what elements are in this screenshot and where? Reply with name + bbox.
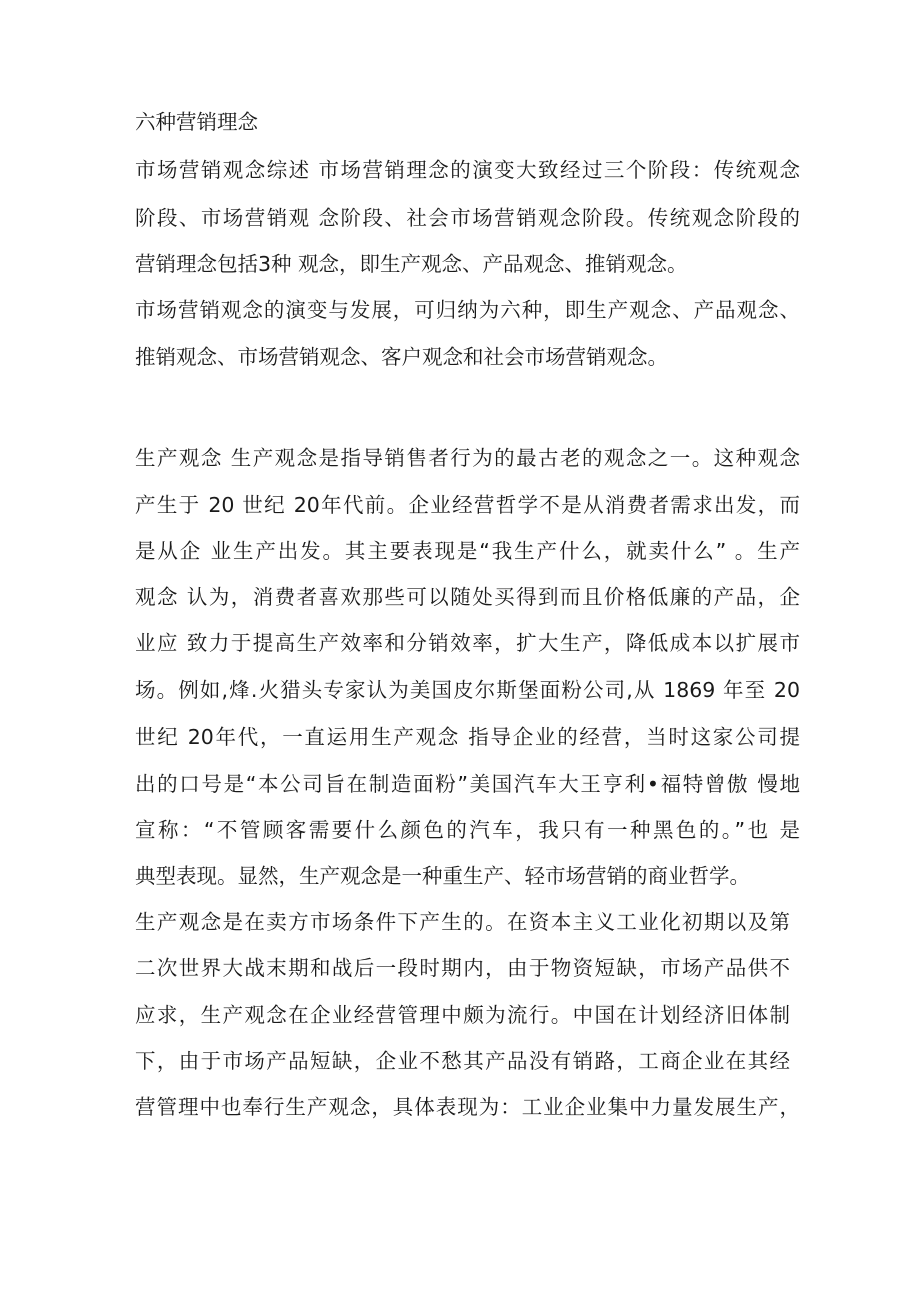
text-line: 营销理念包括3种 观念，即生产观念、产品观念、推销观念。: [135, 252, 688, 276]
text-line: 生产观念是在卖方市场条件下产生的。在资本主义工业化初期以及第: [135, 910, 790, 934]
text-line: 出的口号是“本公司旨在制造面粉”美国汽车大王亨利•福特曾傲 慢地: [135, 772, 800, 796]
text-line: 二次世界大战末期和战后一段时期内，由于物资短缺，市场产品供不: [135, 956, 790, 980]
text-line: 应求，生产观念在企业经营管理中颇为流行。中国在计划经济旧体制: [135, 1003, 790, 1027]
text-line: 典型表现。显然，生产观念是一种重生产、轻市场营销的商业哲学。: [135, 864, 750, 888]
text-line: 业应 致力于提高生产效率和分销效率，扩大生产，降低成本以扩展市: [135, 631, 800, 655]
text-line: 阶段、市场营销观 念阶段、社会市场营销观念阶段。传统观念阶段的: [135, 206, 800, 230]
text-line: 产生于 20 世纪 20年代前。企业经营哲学不是从消费者需求出发，而: [135, 493, 800, 517]
text-line: 是从企 业生产出发。其主要表现是“我生产什么，就卖什么” 。生产: [135, 539, 800, 563]
text-line: 场。例如,烽.火猎头专家认为美国皮尔斯堡面粉公司,从 1869 年至 20: [135, 678, 800, 702]
text-line: 市场营销观念的演变与发展，可归纳为六种，即生产观念、产品观念、: [135, 298, 800, 322]
text-line: 营管理中也奉行生产观念，具体表现为：工业企业集中力量发展生产，: [135, 1095, 800, 1119]
text-line: 下，由于市场产品短缺，企业不愁其产品没有销路，工商企业在其经: [135, 1049, 790, 1073]
text-line: 宣称：“不管顾客需要什么颜色的汽车，我只有一种黑色的。”也 是: [135, 818, 800, 842]
text-line: 推销观念、市场营销观念、客户观念和社会市场营销观念。: [135, 345, 668, 369]
text-line: 生产观念 生产观念是指导销售者行为的最古老的观念之一。这种观念: [135, 446, 800, 470]
text-line: 世纪 20年代，一直运用生产观念 指导企业的经营，当时这家公司提: [135, 725, 800, 749]
text-line: 观念 认为，消费者喜欢那些可以随处买得到而且价格低廉的产品，企: [135, 585, 800, 609]
document-title: 六种营销理念: [135, 110, 258, 134]
text-line: 市场营销观念综述 市场营销理念的演变大致经过三个阶段：传统观念: [135, 158, 800, 182]
